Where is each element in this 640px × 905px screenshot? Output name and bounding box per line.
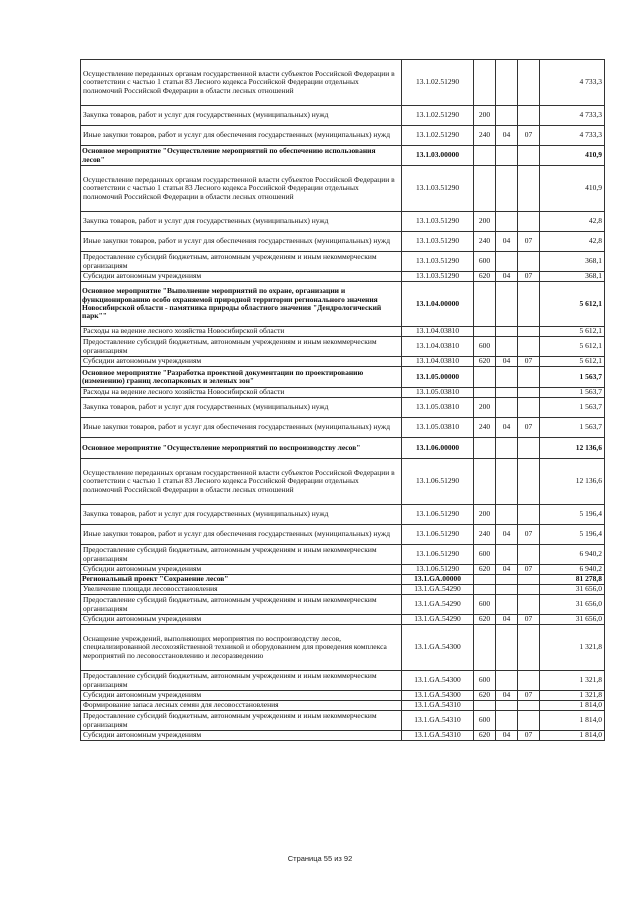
row-amount: 410,9 <box>540 166 605 212</box>
row-section <box>496 252 518 272</box>
row-subsection <box>518 166 540 212</box>
row-amount: 6 940,2 <box>540 565 605 575</box>
row-amount: 42,8 <box>540 212 605 232</box>
row-target-code: 13.1.06.51290 <box>402 459 474 505</box>
row-target-code: 13.1.03.51290 <box>402 272 474 282</box>
row-name: Основное мероприятие "Выполнение мероприятий по охране, организации и функционированию особо охраняемой природной территории регионального значения Новосибирской области - памятника природы областного значения "Дендрологический парк"" <box>81 282 402 327</box>
row-name: Предоставление субсидий бюджетным, автономным учреждениям и иным некоммерческим организациям <box>81 337 402 357</box>
row-amount: 4 733,3 <box>540 106 605 126</box>
row-subsection: 07 <box>518 418 540 438</box>
row-amount: 5 612,1 <box>540 327 605 337</box>
row-amount: 368,1 <box>540 272 605 282</box>
row-name: Расходы на ведение лесного хозяйства Новосибирской области <box>81 327 402 337</box>
row-target-code: 13.1.04.03810 <box>402 327 474 337</box>
row-target-code: 13.1.GA.54290 <box>402 595 474 615</box>
row-section <box>496 438 518 459</box>
row-expense-type: 600 <box>474 595 496 615</box>
row-amount: 1 563,7 <box>540 388 605 398</box>
row-section <box>496 398 518 418</box>
row-subsection: 07 <box>518 731 540 741</box>
row-section: 04 <box>496 525 518 545</box>
row-expense-type: 600 <box>474 337 496 357</box>
row-subsection <box>518 212 540 232</box>
row-name: Субсидии автономным учреждениям <box>81 731 402 741</box>
row-amount: 1 814,0 <box>540 711 605 731</box>
table-row <box>81 232 605 252</box>
row-amount: 12 136,6 <box>540 459 605 505</box>
row-target-code: 13.1.02.51290 <box>402 60 474 106</box>
row-expense-type: 600 <box>474 545 496 565</box>
row-target-code: 13.1.06.51290 <box>402 505 474 525</box>
row-name: Региональный проект "Сохранение лесов" <box>81 575 402 585</box>
table-row <box>81 146 605 166</box>
row-expense-type: 240 <box>474 232 496 252</box>
row-amount: 5 612,1 <box>540 337 605 357</box>
row-amount: 368,1 <box>540 252 605 272</box>
row-amount: 5 196,4 <box>540 505 605 525</box>
row-amount: 42,8 <box>540 232 605 252</box>
row-expense-type: 620 <box>474 731 496 741</box>
table-row <box>81 625 605 671</box>
row-target-code: 13.1.GA.54290 <box>402 615 474 625</box>
row-subsection <box>518 398 540 418</box>
row-section: 04 <box>496 357 518 367</box>
row-expense-type: 240 <box>474 525 496 545</box>
table-row <box>81 615 605 625</box>
row-section <box>496 545 518 565</box>
row-name: Формирование запаса лесных семян для лесовосстановления <box>81 701 402 711</box>
row-amount: 81 278,8 <box>540 575 605 585</box>
row-target-code: 13.1.GA.54290 <box>402 585 474 595</box>
row-name: Основное мероприятие "Разработка проектной документации по проектированию (изменению) границ лесопарковых и зеленых зон" <box>81 367 402 388</box>
row-expense-type: 600 <box>474 711 496 731</box>
row-name: Основное мероприятие "Осуществление мероприятий по обеспечению использования лесов" <box>81 146 402 166</box>
row-subsection: 07 <box>518 232 540 252</box>
row-target-code: 13.1.GA.54310 <box>402 711 474 731</box>
table-row <box>81 545 605 565</box>
row-target-code: 13.1.GA.54310 <box>402 731 474 741</box>
row-amount: 12 136,6 <box>540 438 605 459</box>
row-expense-type: 200 <box>474 398 496 418</box>
row-expense-type <box>474 701 496 711</box>
row-name: Субсидии автономным учреждениям <box>81 357 402 367</box>
row-subsection <box>518 595 540 615</box>
row-subsection <box>518 388 540 398</box>
row-expense-type <box>474 388 496 398</box>
row-name: Расходы на ведение лесного хозяйства Новосибирской области <box>81 388 402 398</box>
table-row <box>81 565 605 575</box>
row-expense-type: 200 <box>474 106 496 126</box>
row-section: 04 <box>496 731 518 741</box>
row-target-code: 13.1.03.51290 <box>402 166 474 212</box>
table-row <box>81 398 605 418</box>
row-subsection <box>518 701 540 711</box>
row-target-code: 13.1.06.51290 <box>402 525 474 545</box>
row-section <box>496 625 518 671</box>
row-name: Закупка товаров, работ и услуг для государственных (муниципальных) нужд <box>81 398 402 418</box>
row-expense-type: 200 <box>474 212 496 232</box>
row-amount: 1 814,0 <box>540 701 605 711</box>
row-subsection: 07 <box>518 357 540 367</box>
row-subsection <box>518 585 540 595</box>
row-section: 04 <box>496 615 518 625</box>
row-subsection <box>518 60 540 106</box>
table-row <box>81 252 605 272</box>
table-row <box>81 505 605 525</box>
table-row <box>81 731 605 741</box>
row-target-code: 13.1.06.00000 <box>402 438 474 459</box>
table-row <box>81 701 605 711</box>
row-subsection <box>518 438 540 459</box>
row-amount: 1 321,8 <box>540 671 605 691</box>
row-subsection <box>518 327 540 337</box>
row-name: Увеличение площади лесовосстановления <box>81 585 402 595</box>
row-section <box>496 337 518 357</box>
table-row <box>81 166 605 212</box>
row-section <box>496 671 518 691</box>
row-amount: 4 733,3 <box>540 60 605 106</box>
table-row <box>81 106 605 126</box>
row-amount: 31 656,0 <box>540 585 605 595</box>
row-section: 04 <box>496 232 518 252</box>
row-target-code: 13.1.06.51290 <box>402 565 474 575</box>
row-expense-type: 620 <box>474 565 496 575</box>
row-subsection <box>518 367 540 388</box>
row-subsection: 07 <box>518 126 540 146</box>
row-amount: 5 196,4 <box>540 525 605 545</box>
row-amount: 1 814,0 <box>540 731 605 741</box>
row-expense-type <box>474 327 496 337</box>
row-amount: 1 321,8 <box>540 691 605 701</box>
row-section <box>496 585 518 595</box>
row-target-code: 13.1.03.51290 <box>402 232 474 252</box>
row-expense-type <box>474 60 496 106</box>
row-expense-type: 600 <box>474 252 496 272</box>
table-row <box>81 388 605 398</box>
table-row <box>81 282 605 327</box>
row-expense-type <box>474 367 496 388</box>
row-amount: 31 656,0 <box>540 615 605 625</box>
page-footer: Страница 55 из 92 <box>287 854 353 863</box>
row-name: Предоставление субсидий бюджетным, автономным учреждениям и иным некоммерческим организациям <box>81 595 402 615</box>
row-name: Субсидии автономным учреждениям <box>81 615 402 625</box>
row-target-code: 13.1.GA.54300 <box>402 691 474 701</box>
row-section <box>496 60 518 106</box>
row-target-code: 13.1.04.00000 <box>402 282 474 327</box>
row-name: Предоставление субсидий бюджетным, автономным учреждениям и иным некоммерческим организациям <box>81 545 402 565</box>
budget-table <box>80 59 605 741</box>
row-name: Иные закупки товаров, работ и услуг для обеспечения государственных (муниципальных) нужд <box>81 525 402 545</box>
row-subsection <box>518 459 540 505</box>
table-row <box>81 711 605 731</box>
row-expense-type: 620 <box>474 357 496 367</box>
row-section <box>496 367 518 388</box>
row-expense-type: 240 <box>474 418 496 438</box>
row-expense-type <box>474 459 496 505</box>
row-target-code: 13.1.04.03810 <box>402 337 474 357</box>
row-name: Осуществление переданных органам государственной власти субъектов Российской Федерации в соответствии с частью 1 статьи 83 Лесного кодекса Российской Федерации отдельных полномочий Российской Федерации в области лесных отношений <box>81 459 402 505</box>
row-section <box>496 575 518 585</box>
row-name: Закупка товаров, работ и услуг для государственных (муниципальных) нужд <box>81 212 402 232</box>
row-section <box>496 711 518 731</box>
row-target-code: 13.1.02.51290 <box>402 126 474 146</box>
row-expense-type: 620 <box>474 272 496 282</box>
table-row <box>81 438 605 459</box>
table-row <box>81 126 605 146</box>
row-expense-type: 600 <box>474 671 496 691</box>
row-name: Предоставление субсидий бюджетным, автономным учреждениям и иным некоммерческим организациям <box>81 711 402 731</box>
row-section: 04 <box>496 418 518 438</box>
row-expense-type <box>474 625 496 671</box>
row-target-code: 13.1.GA.54300 <box>402 625 474 671</box>
row-section <box>496 327 518 337</box>
row-section <box>496 459 518 505</box>
row-subsection <box>518 106 540 126</box>
row-expense-type <box>474 575 496 585</box>
row-section: 04 <box>496 126 518 146</box>
row-subsection: 07 <box>518 272 540 282</box>
row-amount: 4 733,3 <box>540 126 605 146</box>
row-subsection <box>518 671 540 691</box>
row-name: Субсидии автономным учреждениям <box>81 272 402 282</box>
row-amount: 1 563,7 <box>540 418 605 438</box>
row-section <box>496 282 518 327</box>
row-target-code: 13.1.05.03810 <box>402 388 474 398</box>
table-row <box>81 575 605 585</box>
row-target-code: 13.1.GA.54300 <box>402 671 474 691</box>
row-section <box>496 701 518 711</box>
row-name: Субсидии автономным учреждениям <box>81 565 402 575</box>
row-subsection: 07 <box>518 565 540 575</box>
row-subsection: 07 <box>518 525 540 545</box>
row-subsection <box>518 146 540 166</box>
row-amount: 5 612,1 <box>540 282 605 327</box>
row-name: Основное мероприятие "Осуществление мероприятий по воспроизводству лесов" <box>81 438 402 459</box>
row-name: Иные закупки товаров, работ и услуг для обеспечения государственных (муниципальных) нужд <box>81 418 402 438</box>
row-name: Иные закупки товаров, работ и услуг для обеспечения государственных (муниципальных) нужд <box>81 232 402 252</box>
row-amount: 410,9 <box>540 146 605 166</box>
row-section: 04 <box>496 691 518 701</box>
row-name: Закупка товаров, работ и услуг для государственных (муниципальных) нужд <box>81 106 402 126</box>
row-section: 04 <box>496 272 518 282</box>
row-target-code: 13.1.05.00000 <box>402 367 474 388</box>
row-target-code: 13.1.GA.54310 <box>402 701 474 711</box>
row-section <box>496 106 518 126</box>
table-row <box>81 585 605 595</box>
row-section: 04 <box>496 565 518 575</box>
row-name: Субсидии автономным учреждениям <box>81 691 402 701</box>
table-row <box>81 418 605 438</box>
row-expense-type: 240 <box>474 126 496 146</box>
table-row <box>81 367 605 388</box>
row-expense-type: 620 <box>474 615 496 625</box>
row-name: Иные закупки товаров, работ и услуг для обеспечения государственных (муниципальных) нужд <box>81 126 402 146</box>
row-target-code: 13.1.03.00000 <box>402 146 474 166</box>
table-row <box>81 60 605 106</box>
table-row <box>81 459 605 505</box>
row-target-code: 13.1.05.03810 <box>402 418 474 438</box>
row-target-code: 13.1.05.03810 <box>402 398 474 418</box>
row-amount: 1 563,7 <box>540 367 605 388</box>
row-subsection <box>518 252 540 272</box>
row-subsection <box>518 625 540 671</box>
row-amount: 5 612,1 <box>540 357 605 367</box>
row-target-code: 13.1.03.51290 <box>402 252 474 272</box>
row-name: Закупка товаров, работ и услуг для государственных (муниципальных) нужд <box>81 505 402 525</box>
row-expense-type <box>474 166 496 212</box>
row-expense-type <box>474 146 496 166</box>
row-subsection <box>518 575 540 585</box>
table-row <box>81 595 605 615</box>
row-name: Осуществление переданных органам государственной власти субъектов Российской Федерации в соответствии с частью 1 статьи 83 Лесного кодекса Российской Федерации отдельных полномочий Российской Федерации в области лесных отношений <box>81 60 402 106</box>
row-amount: 6 940,2 <box>540 545 605 565</box>
row-target-code: 13.1.06.51290 <box>402 545 474 565</box>
row-section <box>496 388 518 398</box>
row-name: Осуществление переданных органам государственной власти субъектов Российской Федерации в соответствии с частью 1 статьи 83 Лесного кодекса Российской Федерации отдельных полномочий Российской Федерации в области лесных отношений <box>81 166 402 212</box>
row-subsection <box>518 282 540 327</box>
row-target-code: 13.1.02.51290 <box>402 106 474 126</box>
row-target-code: 13.1.03.51290 <box>402 212 474 232</box>
row-subsection <box>518 545 540 565</box>
row-section <box>496 212 518 232</box>
row-subsection <box>518 337 540 357</box>
row-name: Предоставление субсидий бюджетным, автономным учреждениям и иным некоммерческим организациям <box>81 671 402 691</box>
row-target-code: 13.1.GA.00000 <box>402 575 474 585</box>
row-amount: 1 563,7 <box>540 398 605 418</box>
row-expense-type: 620 <box>474 691 496 701</box>
table-row <box>81 212 605 232</box>
table-row <box>81 357 605 367</box>
row-name: Оснащение учреждений, выполняющих мероприятия по воспроизводству лесов, специализированной лесохозяйственной техникой и оборудованием для проведения комплекса мероприятий по лесовосстановлению и лесоразведению <box>81 625 402 671</box>
row-amount: 1 321,8 <box>540 625 605 671</box>
table-row <box>81 337 605 357</box>
row-section <box>496 146 518 166</box>
table-row <box>81 671 605 691</box>
row-section <box>496 166 518 212</box>
row-amount: 31 656,0 <box>540 595 605 615</box>
budget-table-body <box>81 60 605 741</box>
row-subsection: 07 <box>518 615 540 625</box>
row-section <box>496 595 518 615</box>
row-name: Предоставление субсидий бюджетным, автономным учреждениям и иным некоммерческим организациям <box>81 252 402 272</box>
row-subsection <box>518 711 540 731</box>
table-row <box>81 691 605 701</box>
row-expense-type <box>474 585 496 595</box>
table-row <box>81 272 605 282</box>
row-subsection <box>518 505 540 525</box>
table-row <box>81 327 605 337</box>
row-expense-type: 200 <box>474 505 496 525</box>
table-row <box>81 525 605 545</box>
row-subsection: 07 <box>518 691 540 701</box>
row-expense-type <box>474 282 496 327</box>
row-target-code: 13.1.04.03810 <box>402 357 474 367</box>
row-expense-type <box>474 438 496 459</box>
row-section <box>496 505 518 525</box>
